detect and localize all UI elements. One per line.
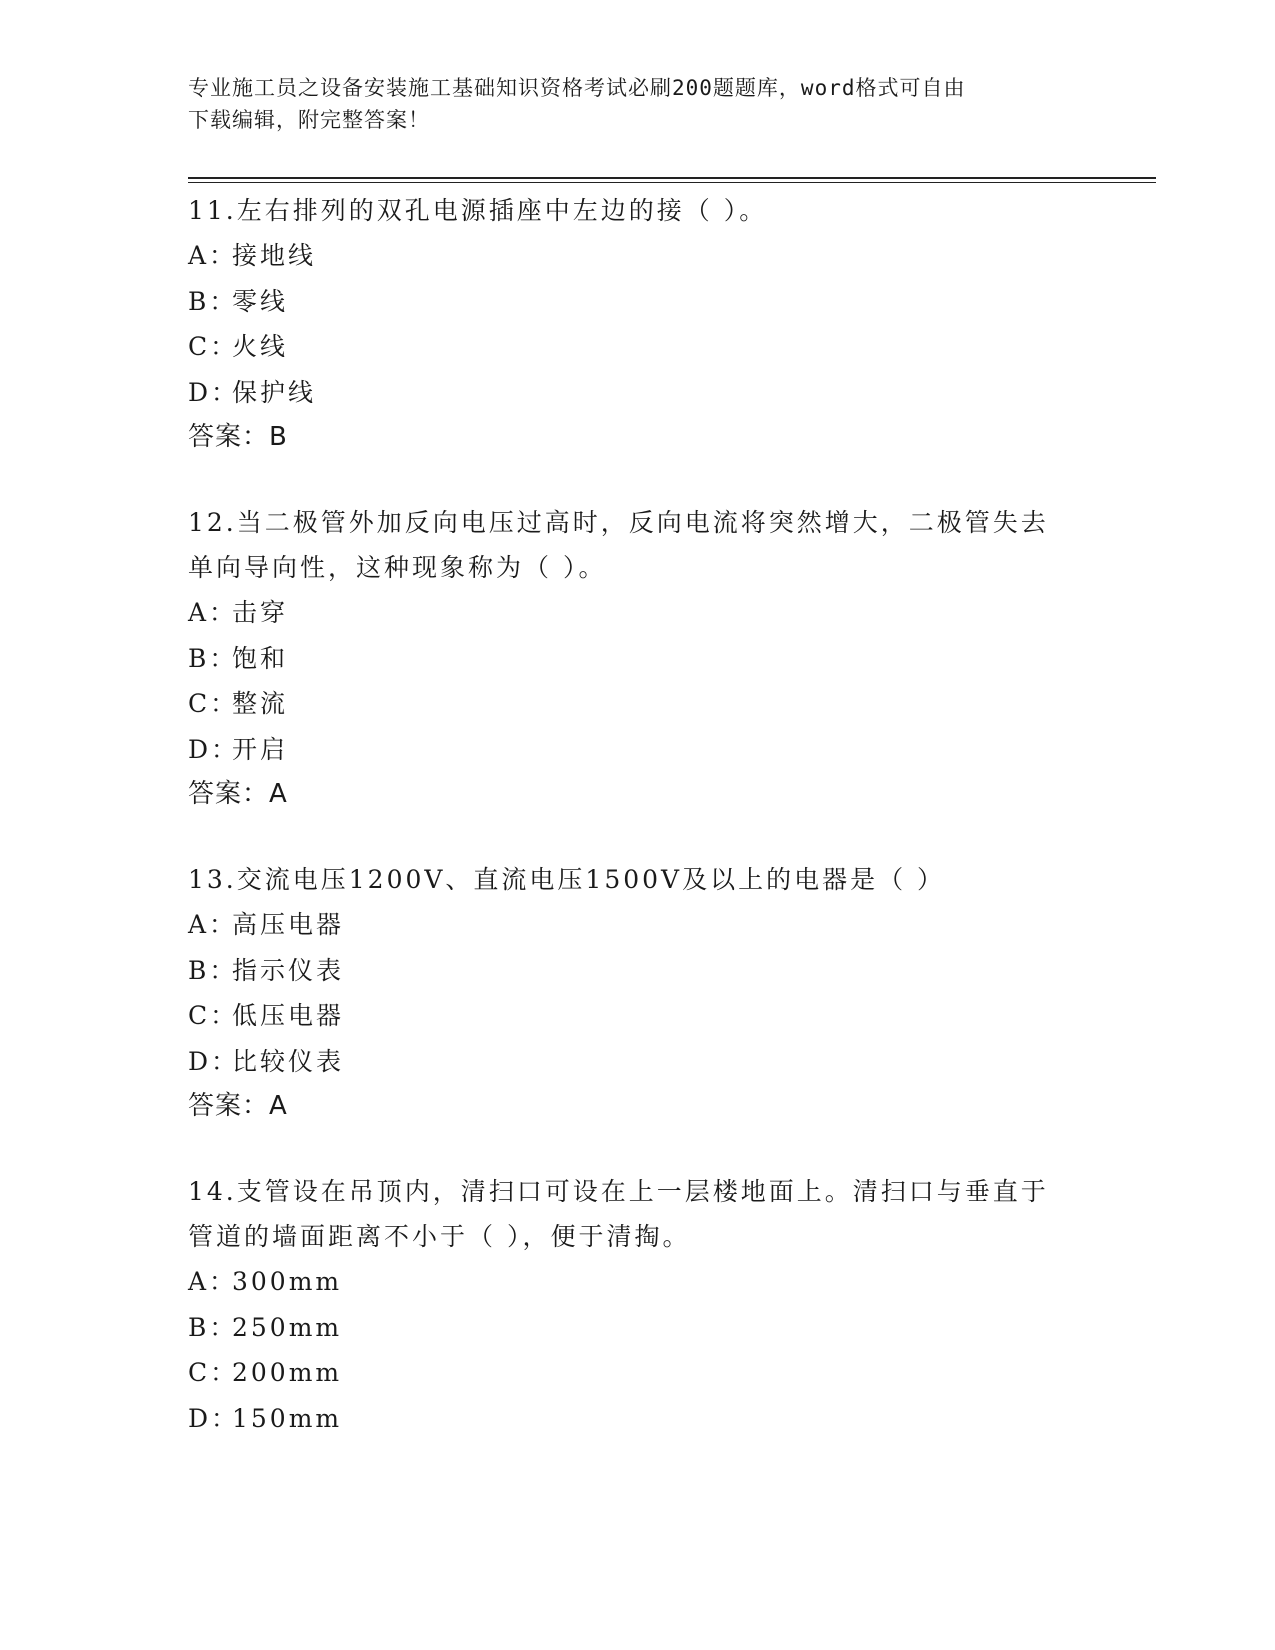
option-key: C：: [188, 1358, 239, 1387]
option-key: B：: [188, 286, 238, 316]
option-a: [188, 902, 1088, 948]
answer-text: 答案：A: [188, 779, 288, 809]
option-key: D：: [188, 377, 240, 407]
option-c: [188, 1350, 1088, 1396]
question-11: [188, 188, 1088, 460]
question-text: [188, 1169, 1088, 1259]
option-c: [188, 993, 1088, 1039]
option-text: 保护线: [232, 377, 317, 407]
question-14: [188, 1169, 1088, 1441]
option-key: D：: [188, 1403, 240, 1433]
option-text: 比较仪表: [232, 1046, 345, 1076]
option-text: 指示仪表: [232, 955, 345, 985]
option-text: 200mm: [232, 1358, 343, 1387]
option-text: 低压电器: [232, 1001, 345, 1030]
header-rule-thin: [188, 182, 1156, 183]
option-key: A：: [188, 1267, 238, 1296]
option-text: 接地线: [232, 241, 317, 270]
option-d: [188, 1396, 1088, 1442]
option-key: C：: [188, 332, 239, 361]
option-key: B：: [188, 1312, 238, 1342]
option-c: [188, 324, 1088, 370]
question-12: [188, 500, 1088, 817]
question-text: [188, 500, 1088, 590]
option-key: B：: [188, 643, 238, 673]
option-key: A：: [188, 910, 238, 939]
header-line-1: 专业施工员之设备安装施工基础知识资格考试必刷200题题库，word格式可自由: [188, 76, 966, 100]
answer-text: 答案：A: [188, 1091, 288, 1121]
option-text: 250mm: [232, 1312, 343, 1342]
question-text: [188, 857, 1088, 902]
option-d: [188, 727, 1088, 773]
option-text: 开启: [232, 734, 289, 764]
option-key: C：: [188, 1001, 239, 1030]
option-key: D：: [188, 734, 240, 764]
question-text: [188, 188, 1088, 233]
question-13: [188, 857, 1088, 1129]
option-a: [188, 590, 1088, 636]
option-b: [188, 279, 1088, 325]
answer-text: 答案：B: [188, 422, 288, 452]
option-key: A：: [188, 598, 238, 627]
question-line: 管道的墙面距离不小于（ ），便于清掏。: [188, 1222, 691, 1251]
option-text: 零线: [232, 286, 289, 316]
question-line: 13.交流电压1200V、直流电压1500V及以上的电器是（ ）: [188, 865, 946, 894]
option-b: [188, 1305, 1088, 1351]
option-a: [188, 1259, 1088, 1305]
option-key: A：: [188, 241, 238, 270]
option-text: 高压电器: [232, 910, 345, 939]
option-d: [188, 370, 1088, 416]
option-text: 300mm: [232, 1267, 343, 1296]
option-b: [188, 948, 1088, 994]
question-line: 12.当二极管外加反向电压过高时，反向电流将突然增大，二极管失去: [188, 508, 1049, 537]
question-line: 14.支管设在吊顶内，清扫口可设在上一层楼地面上。清扫口与垂直于: [188, 1177, 1049, 1206]
header-rule-thick: [188, 177, 1156, 179]
question-list: [188, 188, 1088, 1481]
option-text: 击穿: [232, 598, 289, 627]
question-line: 单向导向性，这种现象称为（ ）。: [188, 553, 607, 582]
option-key: C：: [188, 689, 239, 718]
option-a: [188, 233, 1088, 279]
option-text: 整流: [232, 689, 289, 718]
option-text: 火线: [232, 332, 289, 361]
option-text: 饱和: [232, 643, 289, 673]
header-line-2: 下载编辑，附完整答案！: [188, 108, 430, 132]
question-line: 11.左右排列的双孔电源插座中左边的接（ ）。: [188, 196, 768, 225]
option-key: B：: [188, 955, 238, 985]
option-c: [188, 681, 1088, 727]
option-d: [188, 1039, 1088, 1085]
option-text: 150mm: [232, 1403, 343, 1433]
document-header: [188, 72, 1068, 136]
option-b: [188, 636, 1088, 682]
option-key: D：: [188, 1046, 240, 1076]
